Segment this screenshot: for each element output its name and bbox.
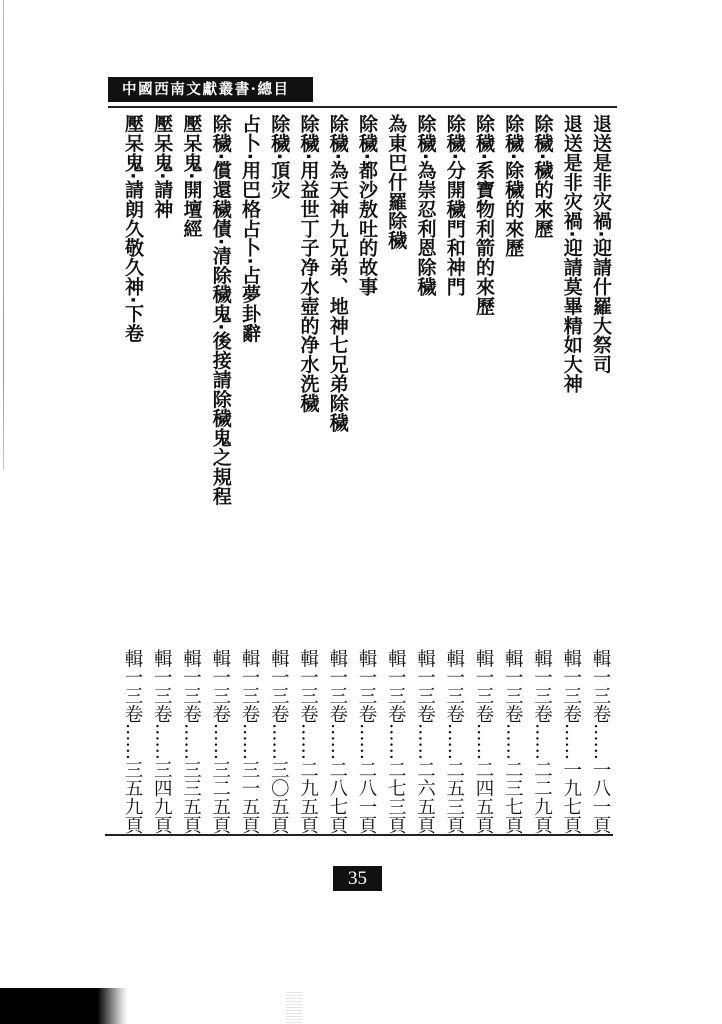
dot-leader: ……: [443, 723, 465, 760]
page-label: 三四九頁: [151, 760, 173, 834]
toc-entry: [469, 114, 498, 834]
volume-label: 輯一三卷: [180, 649, 202, 723]
page-label: 二四五頁: [473, 760, 494, 834]
toc-entry: [176, 114, 205, 834]
dot-leader: ……: [122, 723, 143, 760]
toc-entry-page-ref: [206, 649, 235, 834]
toc-entry-page-ref: [118, 649, 147, 834]
volume-label: 輯一三卷: [560, 649, 582, 723]
page-label: 三五九頁: [122, 760, 143, 834]
toc-entry-title: 除穢·系寶物利箭的來歷: [473, 114, 495, 316]
toc-entry: [264, 114, 293, 834]
toc-entry-title: 壓呆鬼·開壇經: [180, 114, 203, 239]
page-label: 二三七頁: [502, 760, 524, 834]
toc-entry-page-ref: [440, 649, 469, 834]
volume-label: 輯一三卷: [473, 649, 494, 723]
toc-entry-page-ref: [235, 649, 264, 834]
scan-speck-artifact: [286, 992, 302, 1024]
toc-entry-page-ref: [352, 649, 381, 834]
toc-entry-page-ref: [557, 649, 586, 834]
volume-label: 輯一三卷: [151, 649, 173, 723]
dot-leader: ……: [502, 723, 524, 760]
volume-label: 輯一三卷: [326, 649, 348, 723]
toc-entry-page-ref: [410, 649, 439, 834]
toc-entry-page-ref: [293, 649, 322, 834]
toc-entry-page-ref: [498, 649, 527, 834]
dot-leader: ……: [297, 723, 319, 760]
toc-entry-title: 除穢·為崇忍利恩除穢: [414, 114, 437, 297]
volume-label: 輯一三卷: [239, 649, 260, 723]
dot-leader: ……: [473, 723, 494, 760]
volume-label: 輯一三卷: [385, 649, 407, 723]
toc-entry-title: 除穢·償還穢債·清除穢鬼·後接請除穢鬼之規程: [209, 114, 232, 506]
scan-shadow-artifact: [0, 988, 128, 1024]
dot-leader: ……: [268, 723, 290, 760]
toc-entry-page-ref: [176, 649, 205, 834]
toc-entry-page-ref: [381, 649, 410, 834]
toc-entry: [440, 114, 469, 834]
series-title-banner: 中國西南文獻叢書·總目: [108, 77, 313, 102]
volume-label: 輯一三卷: [268, 649, 290, 723]
toc-entry-title: 除穢·分開穢門和神門: [443, 114, 466, 297]
page-label: 二二九頁: [531, 760, 553, 834]
toc-entry: [557, 114, 586, 834]
toc-entry-page-ref: [147, 649, 176, 834]
dot-leader: ……: [239, 723, 260, 760]
toc-entry: [323, 114, 352, 834]
toc-entry-title: 壓呆鬼·請朗久敬久神·下卷: [122, 114, 144, 343]
dot-leader: ……: [590, 723, 611, 760]
toc-entry-title: 壓呆鬼·請神: [151, 114, 174, 219]
toc-entry: [147, 114, 176, 834]
toc-entry-title: 除穢·穢的來歷: [531, 114, 554, 239]
toc-entry: [498, 114, 527, 834]
toc-entry-page-ref: [323, 649, 352, 834]
toc-entry-title: 為東巴什羅除穢: [385, 114, 408, 250]
volume-label: 輯一三卷: [297, 649, 319, 723]
toc-entry-page-ref: [527, 649, 556, 834]
scan-page-edge-line: [3, 0, 4, 470]
bottom-rule: [105, 834, 613, 836]
toc-entry: [206, 114, 235, 834]
page-label: 一九七頁: [560, 760, 582, 834]
page-label: 三二五頁: [209, 760, 231, 834]
toc-entry: [118, 114, 147, 834]
toc-entry: [235, 114, 264, 834]
volume-label: 輯一三卷: [122, 649, 143, 723]
dot-leader: ……: [151, 723, 173, 760]
volume-label: 輯一三卷: [443, 649, 465, 723]
dot-leader: ……: [356, 723, 377, 760]
toc-entry: [293, 114, 322, 834]
page-label: 二九五頁: [297, 760, 319, 834]
volume-label: 輯一三卷: [209, 649, 231, 723]
page-label: 三一五頁: [239, 760, 260, 834]
page-label: 二七三頁: [385, 760, 407, 834]
toc-entry: [410, 114, 439, 834]
toc-entry-title: 除穢·頂灾: [268, 114, 291, 200]
dot-leader: ……: [531, 723, 553, 760]
dot-leader: ……: [385, 723, 407, 760]
top-rule: [108, 106, 617, 108]
page-label: 二八七頁: [326, 760, 348, 834]
volume-label: 輯一三卷: [590, 649, 611, 723]
toc-entry-title: 占卜·用巴格占卜·占夢卦辭: [239, 114, 261, 343]
dot-leader: ……: [326, 723, 348, 760]
page-label: 三三五頁: [180, 760, 202, 834]
volume-label: 輯一三卷: [502, 649, 524, 723]
page-number-badge: 35: [333, 866, 382, 891]
page-label: 二六五頁: [414, 760, 436, 834]
toc-entry-title: 除穢·為天神九兄弟、地神七兄弟除穢: [326, 114, 349, 433]
toc-entry-page-ref: [469, 649, 498, 834]
volume-label: 輯一三卷: [531, 649, 553, 723]
table-of-contents: [117, 114, 615, 834]
toc-entry-page-ref: [586, 649, 615, 834]
toc-entry-page-ref: [264, 649, 293, 834]
page-label: 三〇五頁: [268, 760, 290, 834]
page-label: 一八一頁: [590, 760, 611, 834]
dot-leader: ……: [180, 723, 202, 760]
toc-entry: [586, 114, 615, 834]
toc-entry-title: 退送是非灾禍·迎請什羅大祭司: [590, 114, 612, 374]
page-label: 二五三頁: [443, 760, 465, 834]
page-label: 二八一頁: [356, 760, 377, 834]
dot-leader: ……: [560, 723, 582, 760]
toc-entry-title: 除穢·用益世丁子净水壺的净水洗穢: [297, 114, 320, 413]
dot-leader: ……: [209, 723, 231, 760]
dot-leader: ……: [414, 723, 436, 760]
toc-entry: [381, 114, 410, 834]
toc-entry: [527, 114, 556, 834]
volume-label: 輯一三卷: [356, 649, 377, 723]
volume-label: 輯一三卷: [414, 649, 436, 723]
toc-entry-title: 退送是非灾禍·迎請莫畢精如大神: [560, 114, 583, 394]
toc-entry-title: 除穢·除穢的來歷: [502, 114, 525, 258]
toc-entry: [352, 114, 381, 834]
toc-entry-title: 除穢·都沙敖吐的故事: [356, 114, 378, 297]
